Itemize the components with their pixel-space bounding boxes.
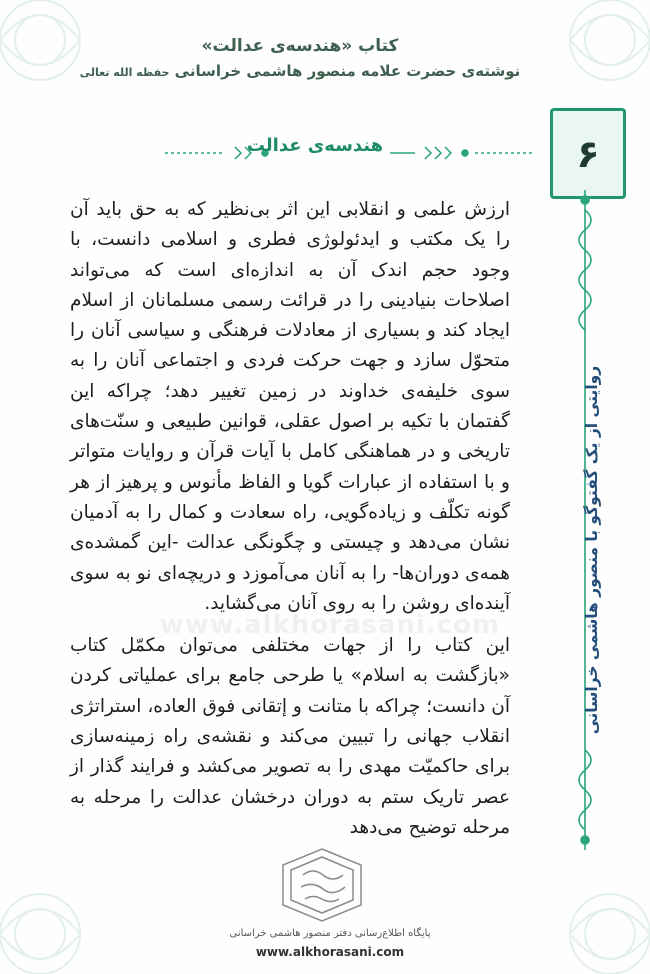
paragraph-1: ارزش علمی و انقلابی این اثر بی‌نظیر که به حق باید آن را یک مکتب و ایدئولوژی فطری و اسلامی دانست، با وجود حجم اندک آن به اندازه‌ای است که می‌تواند اصلاحات بنیادینی را در قرائت رسمی مسلمانان از اسلام ایجاد کند و بسیاری از معادلات فرهنگی و سیاسی آنان را متحوّل سازد و جهت حرکت فردی و اجتماعی آنان را به سوی خلیفه‌ی خداوند در زمین تغییر دهد؛ چراکه این گفتمان با تکیه بر اصول عقلی، قوانین طبیعی و سنّت‌های تاریخی و در هماهنگی کامل با آیات قرآن و روایات متواتر و با استفاده از عبارات گویا و الفاظ مأنوس و پرهیز از هر گونه تکلّف و زیاده‌گویی، راه سعادت و کمال را به آدمیان نشان می‌دهد و چیستی و چگونگی عدالت -این گمشده‌ی همه‌ی دوران‌ها- را به آنان می‌آموزد و دریچه‌ای نو به سوی آینده‌ای روشن را به روی آنان می‌گشاید.: [70, 199, 510, 614]
footer-site-name: پایگاه اطلاع‌رسانی دفتر منصور هاشمی خراسانی: [229, 928, 431, 939]
body-text: [70, 195, 510, 855]
calligraphy-seal-logo: [275, 845, 370, 925]
author-line: [40, 62, 560, 80]
author-name: نوشته‌ی حضرت علامه منصور هاشمی خراسانی: [174, 62, 521, 80]
chapter-title: هندسه‌ی عدالت: [246, 135, 384, 156]
side-title-strip: [580, 360, 604, 740]
author-honorific: حفظه الله تعالی: [79, 66, 170, 79]
watermark-text: www.alkhorasani.com: [159, 610, 501, 640]
page-header: [40, 36, 560, 80]
page-number-box: [550, 108, 626, 199]
footer-url: www.alkhorasani.com: [255, 945, 405, 959]
corner-ornament-bottom-right: [510, 834, 650, 974]
book-title: کتاب «هندسه‌ی عدالت»: [201, 36, 399, 56]
side-title-text: روایتی از یک گفتوگو با منصور هاشمی خراسانی: [583, 365, 601, 735]
paragraph-2: این کتاب را از جهات مختلفی می‌توان مکمّل کتاب «بازگشت به اسلام» یا طرحی جامع برای عملیاتی کردن آن دانست؛ چراکه با متانت و إتقانی فوق العاده، استراتژی انقلاب جهانی را تبیین می‌کند و نقشه‌ی راه زمینه‌سازی برای حاکمیّت مهدی را به تصویر می‌کشد و فرایند گذار از عصر تاریک ستم به دوران درخشان عدالت را مرحله به مرحله توضیح می‌دهد: [70, 635, 510, 838]
page-number: ۶: [576, 131, 600, 176]
